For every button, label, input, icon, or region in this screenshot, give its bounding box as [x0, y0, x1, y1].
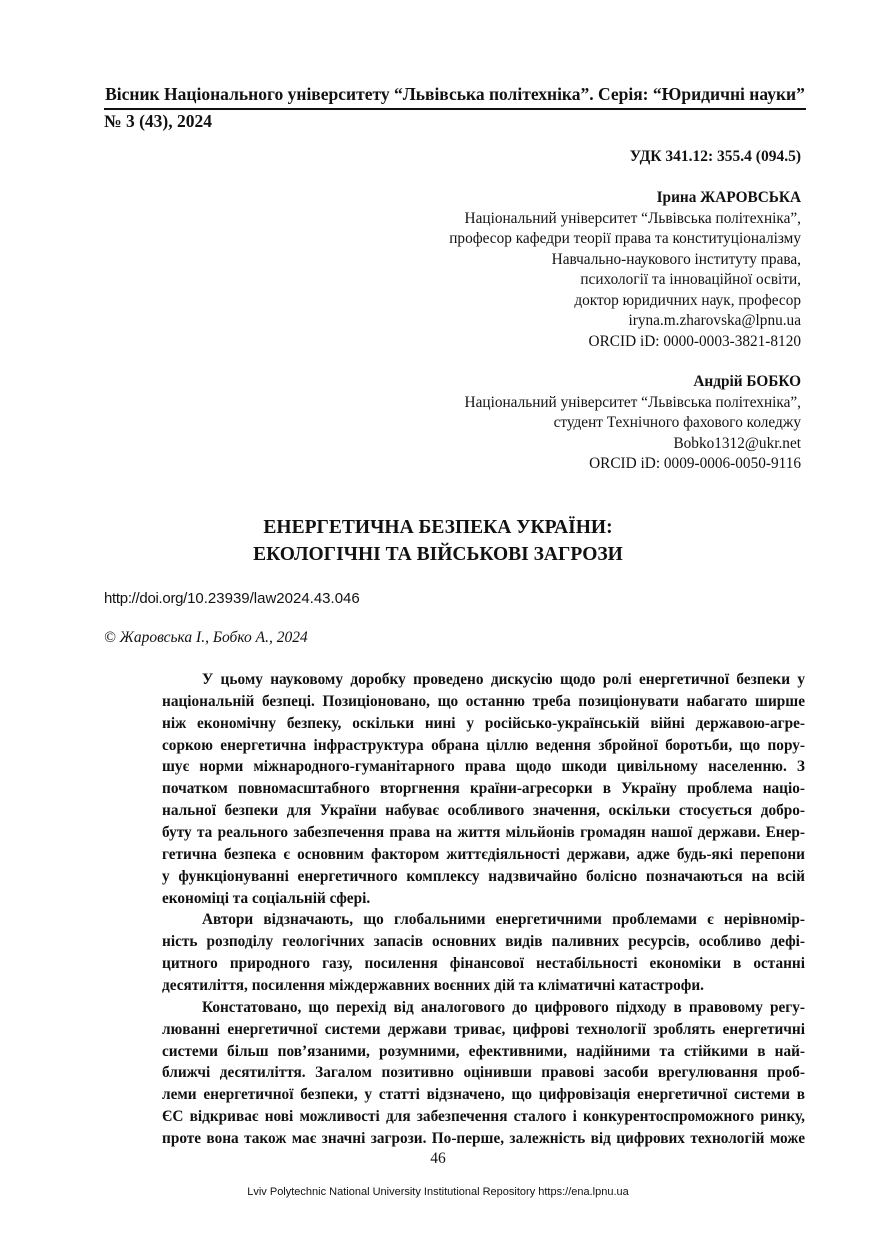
article-title-line-1: ЕНЕРГЕТИЧНА БЕЗПЕКА УКРАЇНИ: [263, 517, 613, 538]
abstract-line: люванні енергетичної системи держави триває, цифрові технології зроблять енергетичні [162, 1020, 805, 1038]
author-email[interactable]: iryna.m.zharovska@lpnu.ua [628, 312, 801, 329]
author-block-2 [465, 372, 801, 475]
author-affiliation: Національний університет “Львівська політехніка”, [464, 393, 801, 411]
abstract-line: системи більш пов’язаними, розумними, ефективними, надійними та стійкими в най- [162, 1042, 805, 1060]
abstract-line: десятиліття, посилення міждержавних воєнних дій та кліматичні катастрофи. [162, 977, 704, 995]
author-email[interactable]: Bobko1312@ukr.net [673, 434, 801, 452]
abstract-line: ніж економічну безпеку, оскільки нині у російсько-українській війні державою-агре- [162, 714, 805, 732]
author-degree: доктор юридичних наук, професор [574, 291, 801, 309]
abstract-line: Автори відзначають, що глобальними енергетичними проблемами є нерівномір- [202, 911, 805, 929]
abstract-line: цитного природного газу, посилення фінансової нестабільності економіки в останні [162, 955, 805, 973]
doi-link[interactable] [104, 590, 360, 607]
doi-id[interactable]: 10.23939/law2024.43.046 [187, 590, 360, 607]
author-institute: Навчально-наукового інституту права, [551, 250, 801, 268]
abstract-line: гетична безпека є основним фактором життєдіяльності держави, адже будь-які перепони [162, 845, 805, 863]
abstract-line: У цьому науковому доробку проведено дискусію щодо ролі енергетичної безпеки у [202, 671, 805, 688]
abstract-line: соркою енергетична інфраструктура обрана ціллю ведення збройної боротьби, що пору- [162, 736, 805, 754]
abstract-line: ближчі десятиліття. Загалом позитивно оцінивши правові засоби врегулювання проб- [162, 1064, 805, 1082]
author-institute-cont: психології та інноваційної освіти, [580, 271, 801, 288]
abstract-line: проте вона також має значні загрози. По-перше, залежність від цифрових технологій може [162, 1130, 805, 1148]
page-number: 46 [430, 1150, 446, 1167]
abstract-line: шує норми міжнародного-гуманітарного права щодо шкоди цивільному населенню. З [162, 758, 805, 776]
author-position: студент Технічного фахового коледжу [553, 414, 801, 431]
article-title [0, 514, 876, 568]
author-position: професор кафедри теорії права та конституціоналізму [449, 230, 801, 247]
author-name: Андрій БОБКО [693, 373, 801, 390]
udc-code: УДК 341.12: 355.4 (094.5) [629, 148, 801, 165]
abstract-line: буту та реального забезпечення права на життя мільйонів громадян нашої держави. Енер- [162, 824, 805, 842]
doi-prefix[interactable]: http://doi.org/ [104, 590, 188, 607]
author-block-1 [449, 188, 801, 352]
journal-title: Вісник Національного університету “Львівська політехніка”. Серія: “Юридичні науки” [105, 84, 805, 104]
author-orcid: ORCID iD: 0009-0006-0050-9116 [589, 455, 801, 472]
article-title-line-2: ЕКОЛОГІЧНІ ТА ВІЙСЬКОВІ ЗАГРОЗИ [253, 544, 623, 565]
author-orcid: ORCID iD: 0000-0003-3821-8120 [588, 332, 801, 350]
abstract-line: у функціонуванні енергетичного комплексу надзвичайно болісно позначаються на всій [162, 867, 805, 885]
abstract-line: ЄС відкриває нові можливості для забезпечення сталого і конкурентоспроможного ринку, [162, 1108, 805, 1126]
abstract-line: нальної безпеки для України набуває особливого значення, оскільки стосується добро- [162, 802, 805, 820]
abstract-line: Констатовано, що перехід від аналогового до цифрового підходу в правовому регу- [202, 998, 805, 1016]
abstract-line: економіці та соціальній сфері. [162, 889, 371, 907]
issue-number: № 3 (43), 2024 [104, 111, 212, 131]
abstract-line: леми енергетичної безпеки, у статті відзначено, що цифровізація енергетичної системи в [162, 1086, 805, 1104]
abstract-line: ність розподілу геологічних запасів основних видів паливних ресурсів, особливо дефі- [162, 933, 805, 951]
abstract-line: початком повномасштабного вторгнення країни-агресорки в Україну проблема націо- [162, 780, 805, 798]
author-affiliation: Національний університет “Львівська політехніка”, [464, 209, 801, 227]
header-divider [104, 108, 806, 110]
abstract [162, 669, 805, 1150]
abstract-line: національній безпеці. Позиціоновано, що останню треба позиціонувати набагато ширше [162, 692, 805, 710]
repository-footer: Lviv Polytechnic National University Institutional Repository https://ena.lpnu.ua [247, 1186, 629, 1198]
copyright: © Жаровська І., Бобко А., 2024 [104, 629, 308, 646]
author-name: Ірина ЖАРОВСЬКА [656, 189, 801, 206]
